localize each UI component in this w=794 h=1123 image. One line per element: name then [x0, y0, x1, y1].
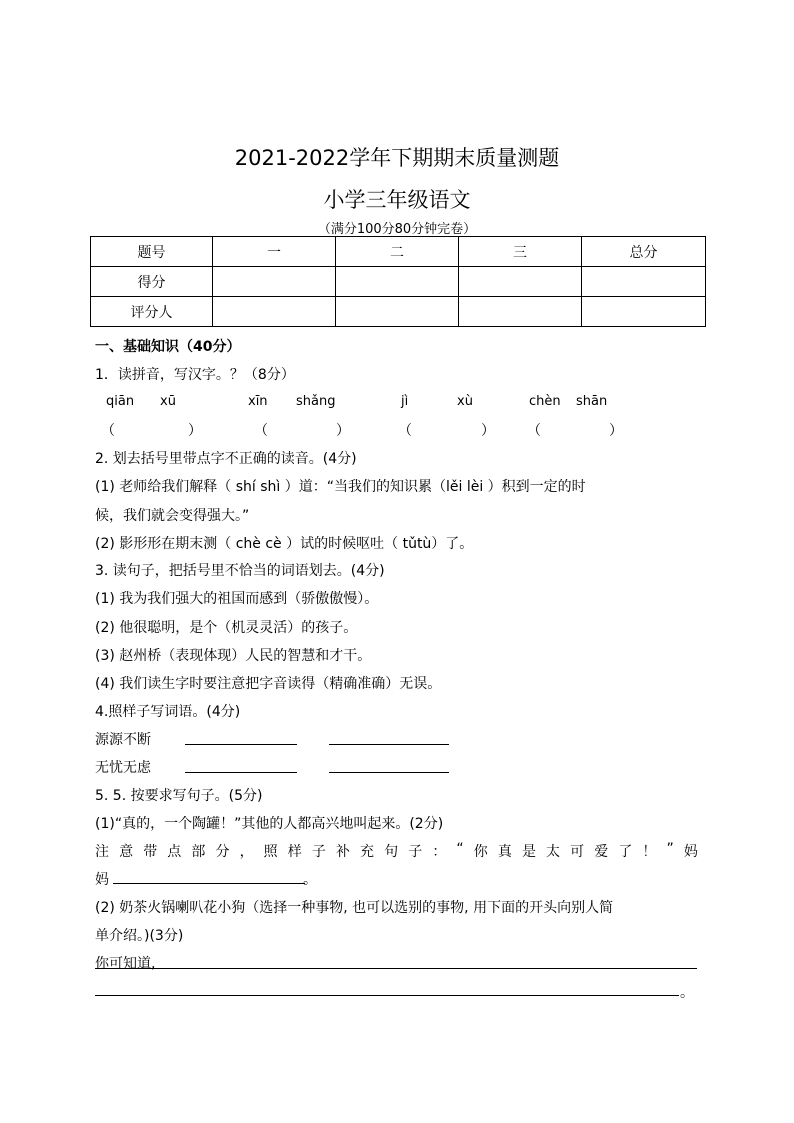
bracket-open: （: [398, 423, 412, 439]
bracket-close: ）: [609, 423, 623, 439]
table-row: [91, 297, 706, 327]
table-row-label: 得分: [91, 267, 213, 297]
pinyin: qiān: [106, 394, 135, 409]
table-row-label: 评分人: [91, 297, 213, 327]
section-heading: 一、基础知识（40分）: [95, 339, 241, 355]
pinyin: shān: [576, 394, 608, 409]
grader-cell[interactable]: [213, 297, 336, 327]
question-2-line: (2) 影形形在期末测（ chè cè ）试的时候呕吐（ tǔtù）了。: [95, 536, 474, 552]
question-3-item: (3) 赵州桥（表现体现）人民的智慧和才干。: [95, 648, 372, 664]
example-word: 源源不断: [95, 732, 151, 748]
question-5-prefix: 妈: [95, 872, 109, 888]
table-header-cell: 题号: [91, 237, 213, 267]
answer-blank[interactable]: [329, 772, 449, 773]
pinyin: shǎng: [296, 394, 336, 409]
bracket-close: ）: [336, 423, 350, 439]
table-header-cell: 二: [336, 237, 459, 267]
score-cell[interactable]: [582, 267, 706, 297]
question-3-item: (2) 他很聪明，是个（机灵灵活）的孩子。: [95, 620, 358, 636]
table-header-cell: 总分: [582, 237, 706, 267]
answer-blank[interactable]: [185, 772, 297, 773]
answer-blank[interactable]: [113, 883, 305, 884]
pinyin: jì: [401, 394, 409, 409]
answer-prompt: 你可知道,: [95, 956, 156, 972]
pinyin: xù: [457, 394, 473, 409]
answer-blank[interactable]: [185, 744, 297, 745]
grader-cell[interactable]: [582, 297, 706, 327]
bracket-close: ）: [481, 423, 495, 439]
bracket-open: （: [254, 423, 268, 439]
pinyin: chèn: [529, 394, 561, 409]
score-table: [90, 236, 706, 327]
question-2-line: 候，我们就会变得强大。”: [95, 508, 250, 524]
exam-title: 2021-2022学年下期期末质量测题: [234, 146, 560, 170]
score-cell[interactable]: [213, 267, 336, 297]
period: 。: [680, 985, 694, 1001]
bracket-open: （: [101, 423, 115, 439]
question-3-item: (4) 我们读生字时要注意把字音读得（精确准确）无误。: [95, 676, 442, 692]
grader-cell[interactable]: [459, 297, 582, 327]
score-cell[interactable]: [336, 267, 459, 297]
question-2-title: 2. 划去括号里带点字不正确的读音。(4分): [95, 451, 357, 467]
table-header-cell: 三: [459, 237, 582, 267]
example-word: 无忧无虑: [95, 760, 151, 776]
question-5-instruction: 注 意 带 点 部 分 ， 照 样 子 补 充 句 子 ： “ 你 真 是 太 可 爱 了 ！ ” 妈: [95, 841, 698, 860]
answer-line[interactable]: [95, 995, 679, 996]
question-3-item: (1) 我为我们强大的祖国而感到（骄傲傲慢）。: [95, 591, 379, 607]
grader-cell[interactable]: [336, 297, 459, 327]
question-5-sub2: (2) 奶茶火锅喇叭花小狗（选择一种事物, 也可以选别的事物, 用下面的开头向别人简: [95, 900, 614, 916]
question-2-line: (1) 老师给我们解释（ shí shì ）道：“当我们的知识累（lěi lèi ）积到一定的时: [95, 479, 586, 495]
question-5-sub1: (1)“真的，一个陶罐！”其他的人都高兴地叫起来。(2分): [95, 816, 444, 832]
answer-line[interactable]: [95, 968, 697, 969]
pinyin: xīn: [248, 394, 268, 409]
question-5-title: 5. 5. 按要求写句子。(5分): [95, 788, 263, 804]
exam-note: （满分100分80分钟完卷）: [317, 222, 477, 237]
table-header-row: [91, 237, 706, 267]
exam-subtitle: 小学三年级语文: [323, 188, 471, 212]
score-cell[interactable]: [459, 267, 582, 297]
question-5-sub2: 单介绍。)(3分): [95, 928, 184, 944]
table-header-cell: 一: [213, 237, 336, 267]
bracket-close: ）: [188, 423, 202, 439]
question-1-title: 1．读拼音，写汉字。？（8分）: [95, 367, 295, 383]
pinyin: xū: [160, 394, 176, 409]
bracket-open: （: [527, 423, 541, 439]
question-3-title: 3. 读句子，把括号里不恰当的词语划去。(4分): [95, 563, 385, 579]
table-row: [91, 267, 706, 297]
answer-blank[interactable]: [329, 744, 449, 745]
question-4-title: 4.照样子写词语。(4分): [95, 704, 241, 720]
period: 。: [303, 872, 317, 888]
